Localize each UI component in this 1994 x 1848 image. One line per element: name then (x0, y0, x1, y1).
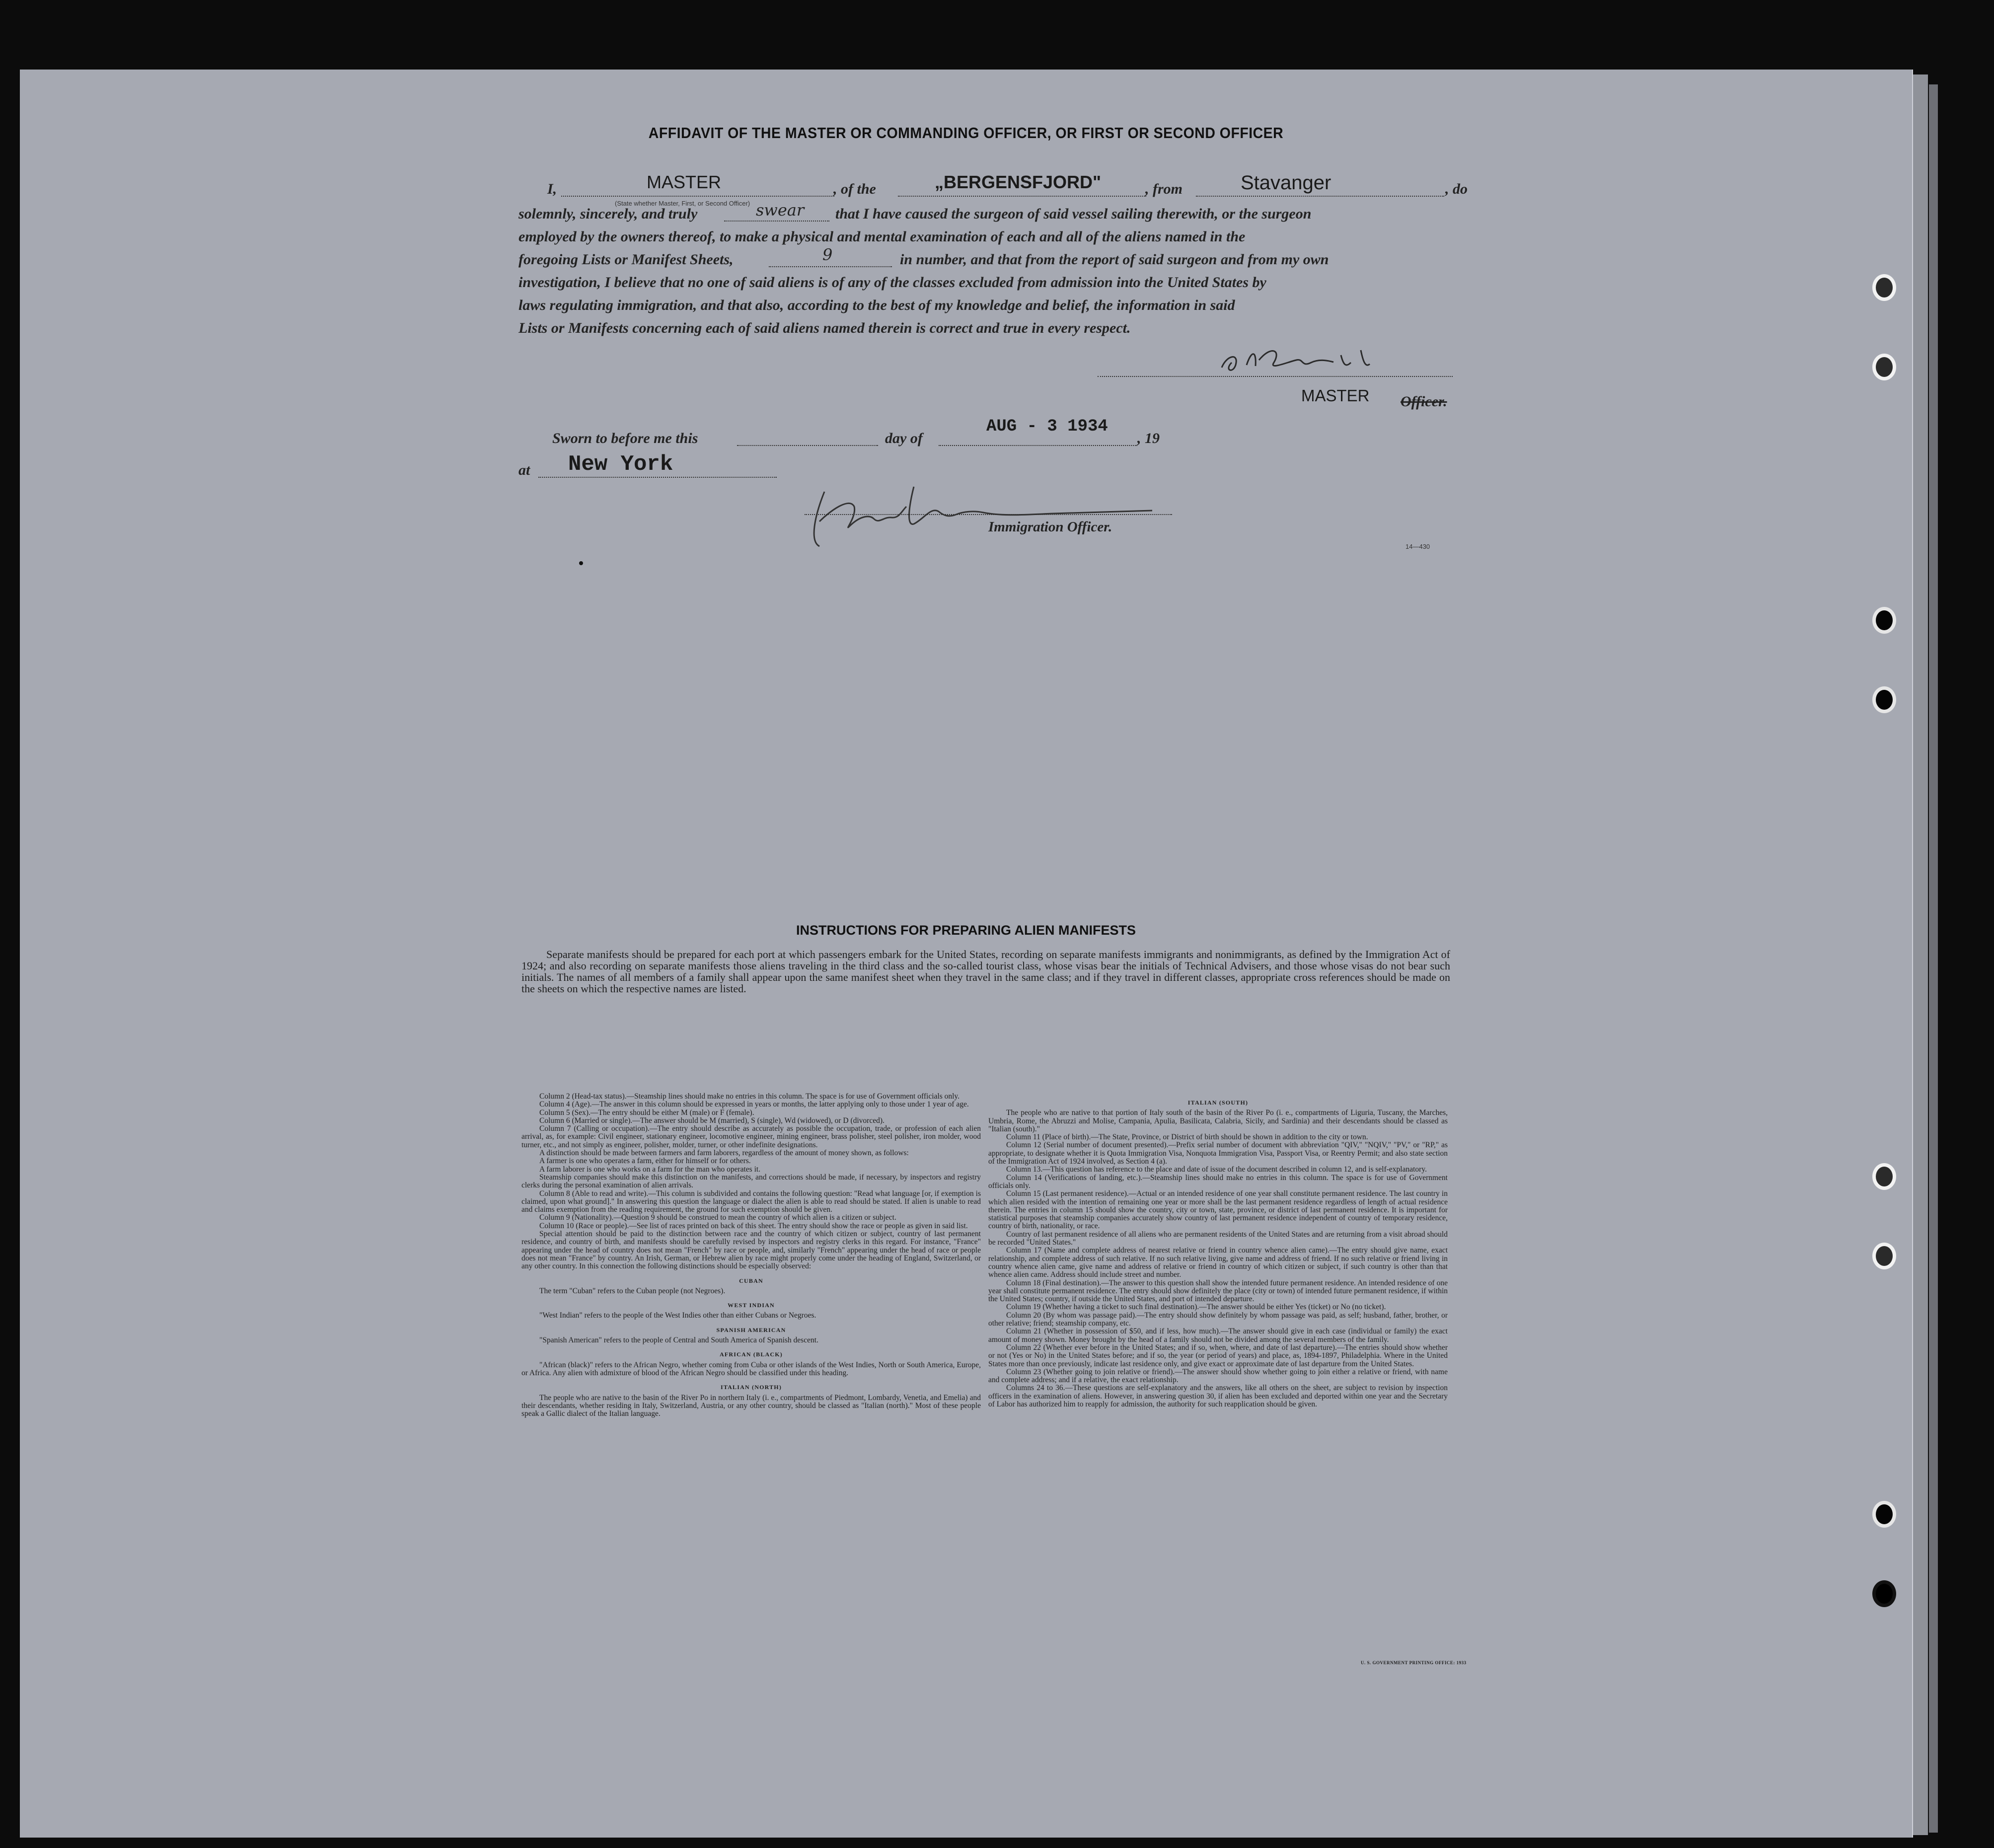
instruction-paragraph: Country of last permanent residence of all aliens who are permanent residents of the United States and are returning from a visit abroad should be recorded "United States." (988, 1230, 1448, 1247)
instruction-paragraph: "West Indian" refers to the people of the West Indies other than either Cubans or Negroes. (539, 1311, 816, 1320)
port-blank (1196, 196, 1444, 197)
instructions-left-column (521, 1093, 981, 1418)
from-label: , from (1145, 181, 1182, 197)
instruction-paragraph: The term "Cuban" refers to the Cuban people (not Negroes). (539, 1286, 726, 1295)
sheets-blank (769, 266, 892, 267)
instruction-paragraph: Special attention should be paid to the distinction between race and the country of which citizen or subject, country of last permanent residence, and country of birth, and manifests should be carefully revised by inspectors and registry clerks in this regard. For instance, "France" appearing under the head of country does not mean "French" by race or people, and, similarly "French" appearing under the head of race or people does not mean "France" by country. An Irish, German, or Hebrew alien by race might properly come under the heading of England, Switzerland, or any other country. In this connection the following distinctions should be especially observed: (521, 1230, 981, 1271)
sworn-text: Sworn to before me this (552, 430, 698, 446)
section-heading: AFRICAN (BLACK) (720, 1351, 783, 1358)
binder-hole (1872, 686, 1896, 713)
binder-hole (1872, 607, 1896, 634)
instruction-paragraph: Column 12 (Serial number of document presented).—Prefix serial number of document with abbreviation "QIV," "NQIV," "PV," or "RP," as appropriate, to designate whether it is Quota Immigration Visa, Nonquota Immigration Visa, Passport Visa, or Reentry Permit; and also state section of the Immigration Act of 1924 involved, as Section 4 (a). (988, 1141, 1448, 1166)
officer-note: (State whether Master, First, or Second Officer) (615, 200, 750, 207)
sheets-value: 9 (822, 245, 833, 264)
printer-imprint: U. S. GOVERNMENT PRINTING OFFICE: 1933 (1361, 1660, 1467, 1665)
instruction-paragraph: "Spanish American" refers to the people of Central and South America of Spanish descent. (539, 1336, 818, 1345)
instructions-intro: Separate manifests should be prepared for each port at which passengers embark for the United States, recording on separate manifests immigrants and nonimmigrants, as defined by the Immigration Act of 1924; and also recording on separate manifests those aliens traveling in the third class and the so-called tourist class, whose visas bear the initials of Technical Advisers, and those whose visas do not bear such initials. The names of all members of a family shall appear upon the same manifest sheet when they travel in the same class; and if they travel in different classes, appropriate cross references should be made on the sheets on which the respective names are listed. (521, 948, 1450, 995)
place-blank (538, 477, 777, 478)
place-value: New York (568, 452, 673, 477)
master-signature-line (1098, 376, 1453, 377)
instruction-paragraph: Column 11 (Place of birth).—The State, Province, or District of birth should be shown in addition to the city or town. (1006, 1133, 1368, 1142)
binder-hole (1872, 1501, 1896, 1528)
instruction-paragraph: Column 22 (Whether ever before in the United States; and if so, when, where, and date of last departure).—The entries should show whether or not (Yes or No) in the United States before; and if so, the year (or period of years) and place, as, 1894-1897, Philadelphia. Where in the United States more than once previously, indicate last residence only, and give exact or approximate date of last departure from the United States. (988, 1343, 1448, 1368)
instruction-paragraph: Column 2 (Head-tax status).—Steamship lines should make no entries in this column. The space is for use of Government officials only. (539, 1092, 960, 1101)
date-stamp: AUG - 3 1934 (986, 417, 1108, 436)
vessel-blank (898, 196, 1146, 197)
at-text: at (518, 462, 530, 478)
instruction-paragraph: The people who are native to that portion of Italy south of the basin of the River Po (i. e., compartments of Liguria, Tuscany, the Marches, Umbria, Rome, the Abruzzi and Molise, Campania, Apulia, Basilicata, Calabria, Sicily, and Sardinia) and their descendants should be classed as "Italian (south)." (988, 1109, 1448, 1133)
day-blank (737, 445, 878, 446)
port-value: Stavanger (1241, 172, 1331, 194)
instruction-paragraph: Steamship companies should make this distinction on the manifests, and corrections should be made, if necessary, by inspectors and registry clerks during the personal examination of alien arrivals. (521, 1173, 981, 1190)
manifest-page (20, 70, 1913, 1838)
instruction-paragraph: Column 9 (Nationality).—Question 9 should be construed to mean the country of which alien is a citizen or subject. (539, 1213, 896, 1222)
instruction-paragraph: Column 14 (Verifications of landing, etc.).—Steamship lines should make no entries in this column. The space is for use of Government officials only. (988, 1173, 1448, 1190)
rank-blank (561, 196, 834, 197)
oath-blank (724, 221, 829, 222)
section-heading: SPANISH AMERICAN (716, 1326, 786, 1333)
page-edge-shadow (1929, 84, 1938, 1833)
instructions-right-column (988, 1093, 1448, 1408)
instruction-paragraph: Column 7 (Calling or occupation).—The entry should describe as accurately as possible the occupation, trade, or profession of each alien arrival, as, for example: Civil engineer, stationary engineer, locomotive engineer, mining engineer, brass polisher, steel polisher, iron molder, wood turner, etc., and not simply as engineer, polisher, molder, turner, or other indefinite designations. (521, 1124, 981, 1149)
officer-word: Officer. (1401, 393, 1447, 410)
instruction-paragraph: "African (black)" refers to the African Negro, whether coming from Cuba or other islands of the West Indies, North or South America, Europe, or Africa. Any alien with admixture of blood of the African Negro should be classified under this heading. (521, 1360, 981, 1377)
instruction-paragraph: Column 18 (Final destination).—The answer to this question shall show the intended future permanent residence. An intended residence of one year shall constitute permanent residence. The entry should show definitely the place (city or town) of intended future permanent residence, if within the United States; country, if outside the United States, and port of intended departure. (988, 1278, 1448, 1304)
line2-text: that I have caused the surgeon of said vessel sailing therewith, or the surgeon (835, 206, 1312, 222)
instruction-paragraph: Column 4 (Age).—The answer in this column should be expressed in years or months, the latter applying only to those under 1 year of age. (539, 1100, 969, 1109)
instruction-paragraph: A farm laborer is one who works on a farm for the man who operates it. (539, 1165, 761, 1174)
instruction-paragraph: Column 17 (Name and complete address of nearest relative or friend in country whence alien came).—The entry should give name, exact relationship, and complete address of such relative. If no such relative living, give name and address of friend. If no such relative or friend living in country whence alien came, give name and address of relative or friend in country of which citizen or subject, if such country is other than that whence alien came. Address should include street and number. (988, 1246, 1448, 1279)
instruction-paragraph: A farmer is one who operates a farm, either for himself or for others. (539, 1157, 751, 1166)
solemnly-text: solemnly, sincerely, and truly (518, 206, 698, 222)
rank-value: MASTER (647, 172, 722, 192)
page-edge (1913, 74, 1928, 1835)
affidavit-title: AFFIDAVIT OF THE MASTER OR COMMANDING OFFICER, OR FIRST OR SECOND OFFICER (648, 124, 1284, 142)
instruction-paragraph: Column 8 (Able to read and write).—This column is subdivided and contains the following question: "Read what language [or, if exemption is claimed, upon what ground]." In answering this question the language or dialect the alien is able to read should be stated. If alien is unable to read and claims exemption from the reading requirement, the ground for such exemption should be given. (521, 1189, 981, 1214)
line7-text: Lists or Manifests concerning each of said aliens named therein is correct and true in every respect. (518, 320, 1131, 336)
binder-hole (1872, 354, 1896, 380)
do-label: , do (1445, 181, 1468, 197)
line3-text: employed by the owners thereof, to make a physical and mental examination of each and all of the aliens named in the (518, 228, 1246, 245)
instruction-paragraph: Column 20 (By whom was passage paid).—The entry should show definitely by whom passage was paid, as self; husband, father, brother, or other relative; friend; steamship company, etc. (988, 1311, 1448, 1328)
day-of-text: day of (885, 430, 923, 446)
line5-text: investigation, I believe that no one of said aliens is of any of the classes excluded from admission into the United States by (518, 274, 1266, 291)
year-prefix: , 19 (1137, 430, 1160, 446)
line4-rest-text: in number, and that from the report of said surgeon and from my own (900, 251, 1329, 268)
form-number: 14—430 (1405, 543, 1430, 550)
of-the-label: , of the (833, 181, 876, 197)
instruction-paragraph: Column 10 (Race or people).—See list of races printed on back of this sheet. The entry should show the race or people as given in said list. (539, 1221, 968, 1230)
officer-signature-line (805, 514, 1172, 515)
master-signature (1212, 340, 1445, 380)
instruction-paragraph: Column 13.—This question has reference to the place and date of issue of the document described in column 12, and is self-explanatory. (1006, 1165, 1427, 1174)
vessel-value: „BERGENSFJORD" (935, 172, 1102, 192)
section-heading: ITALIAN (NORTH) (720, 1384, 782, 1391)
instruction-paragraph: Column 6 (Married or single).—The answer should be M (married), S (single), Wd (widowed), or D (divorced). (539, 1116, 885, 1125)
instructions-title: INSTRUCTIONS FOR PREPARING ALIEN MANIFESTS (796, 923, 1136, 938)
instruction-paragraph: Column 15 (Last permanent residence).—Actual or an intended residence of one year shall constitute permanent residence. The last country in which alien resided with the intention of remaining one year or more shall be the last permanent residence regardless of length of actual residence therein. The entries in column 15 should show the country, city or town, state, province, or district of last permanent residence. It is important for statistical purposes that steamship companies accurately show country of last permanent residence independent of country of temporary residence, country of birth, nationality, or race. (988, 1189, 1448, 1231)
binder-hole (1872, 1163, 1896, 1190)
instruction-paragraph: Column 5 (Sex).—The entry should be either M (male) or F (female). (539, 1108, 754, 1117)
section-heading: CUBAN (739, 1277, 763, 1284)
section-heading: ITALIAN (SOUTH) (1187, 1099, 1249, 1106)
instruction-paragraph: A distinction should be made between farmers and farm laborers, regardless of the amount of money shown, as follows: (539, 1149, 909, 1158)
instruction-paragraph: Column 19 (Whether having a ticket to such final destination).—The answer should be either Yes (ticket) or No (no ticket). (1006, 1303, 1386, 1312)
month-blank (939, 445, 1137, 446)
oath-value: swear (756, 201, 805, 220)
binder-hole (1872, 1580, 1896, 1607)
immigration-officer-label: Immigration Officer. (988, 519, 1112, 535)
ink-dot (579, 561, 583, 565)
line4-start-text: foregoing Lists or Manifest Sheets, (518, 251, 734, 268)
instruction-paragraph: Columns 24 to 36.—These questions are self-explanatory and the answers, like all others on the sheet, are subject to revision by inspection officers in the examination of aliens. However, in answering question 30, if alien has been excluded and deported within one year and the Secretary of Labor has authorized him to reapply for admission, the authority for such reapplication should be given. (988, 1384, 1448, 1408)
binder-hole (1872, 274, 1896, 301)
section-heading: WEST INDIAN (728, 1302, 775, 1309)
i-label: I, (547, 181, 557, 197)
instruction-paragraph: Column 23 (Whether going to join relative or friend).—The answer should show whether going to join either a relative or friend, with name and complete address; and if a relative, the exact relationship. (988, 1367, 1448, 1385)
line6-text: laws regulating immigration, and that also, according to the best of my knowledge and belief, the information in said (518, 297, 1235, 313)
instruction-paragraph: The people who are native to the basin of the River Po in northern Italy (i. e., compartments of Piedmont, Lombardy, Venetia, and Emelia) and their descendants, whether residing in Italy, Switzerland, Austria, or any other country, should be classed as "Italian (north)." Most of these people speak a Gallic dialect of the Italian language. (521, 1393, 981, 1418)
instruction-paragraph: Column 21 (Whether in possession of $50, and if less, how much).—The answer should give in each case (individual or family) the exact amount of money shown. Money brought by the head of a family should not be divided among the several members of the family. (988, 1327, 1448, 1344)
signer-title: MASTER (1301, 386, 1370, 405)
binder-hole (1872, 1243, 1896, 1269)
